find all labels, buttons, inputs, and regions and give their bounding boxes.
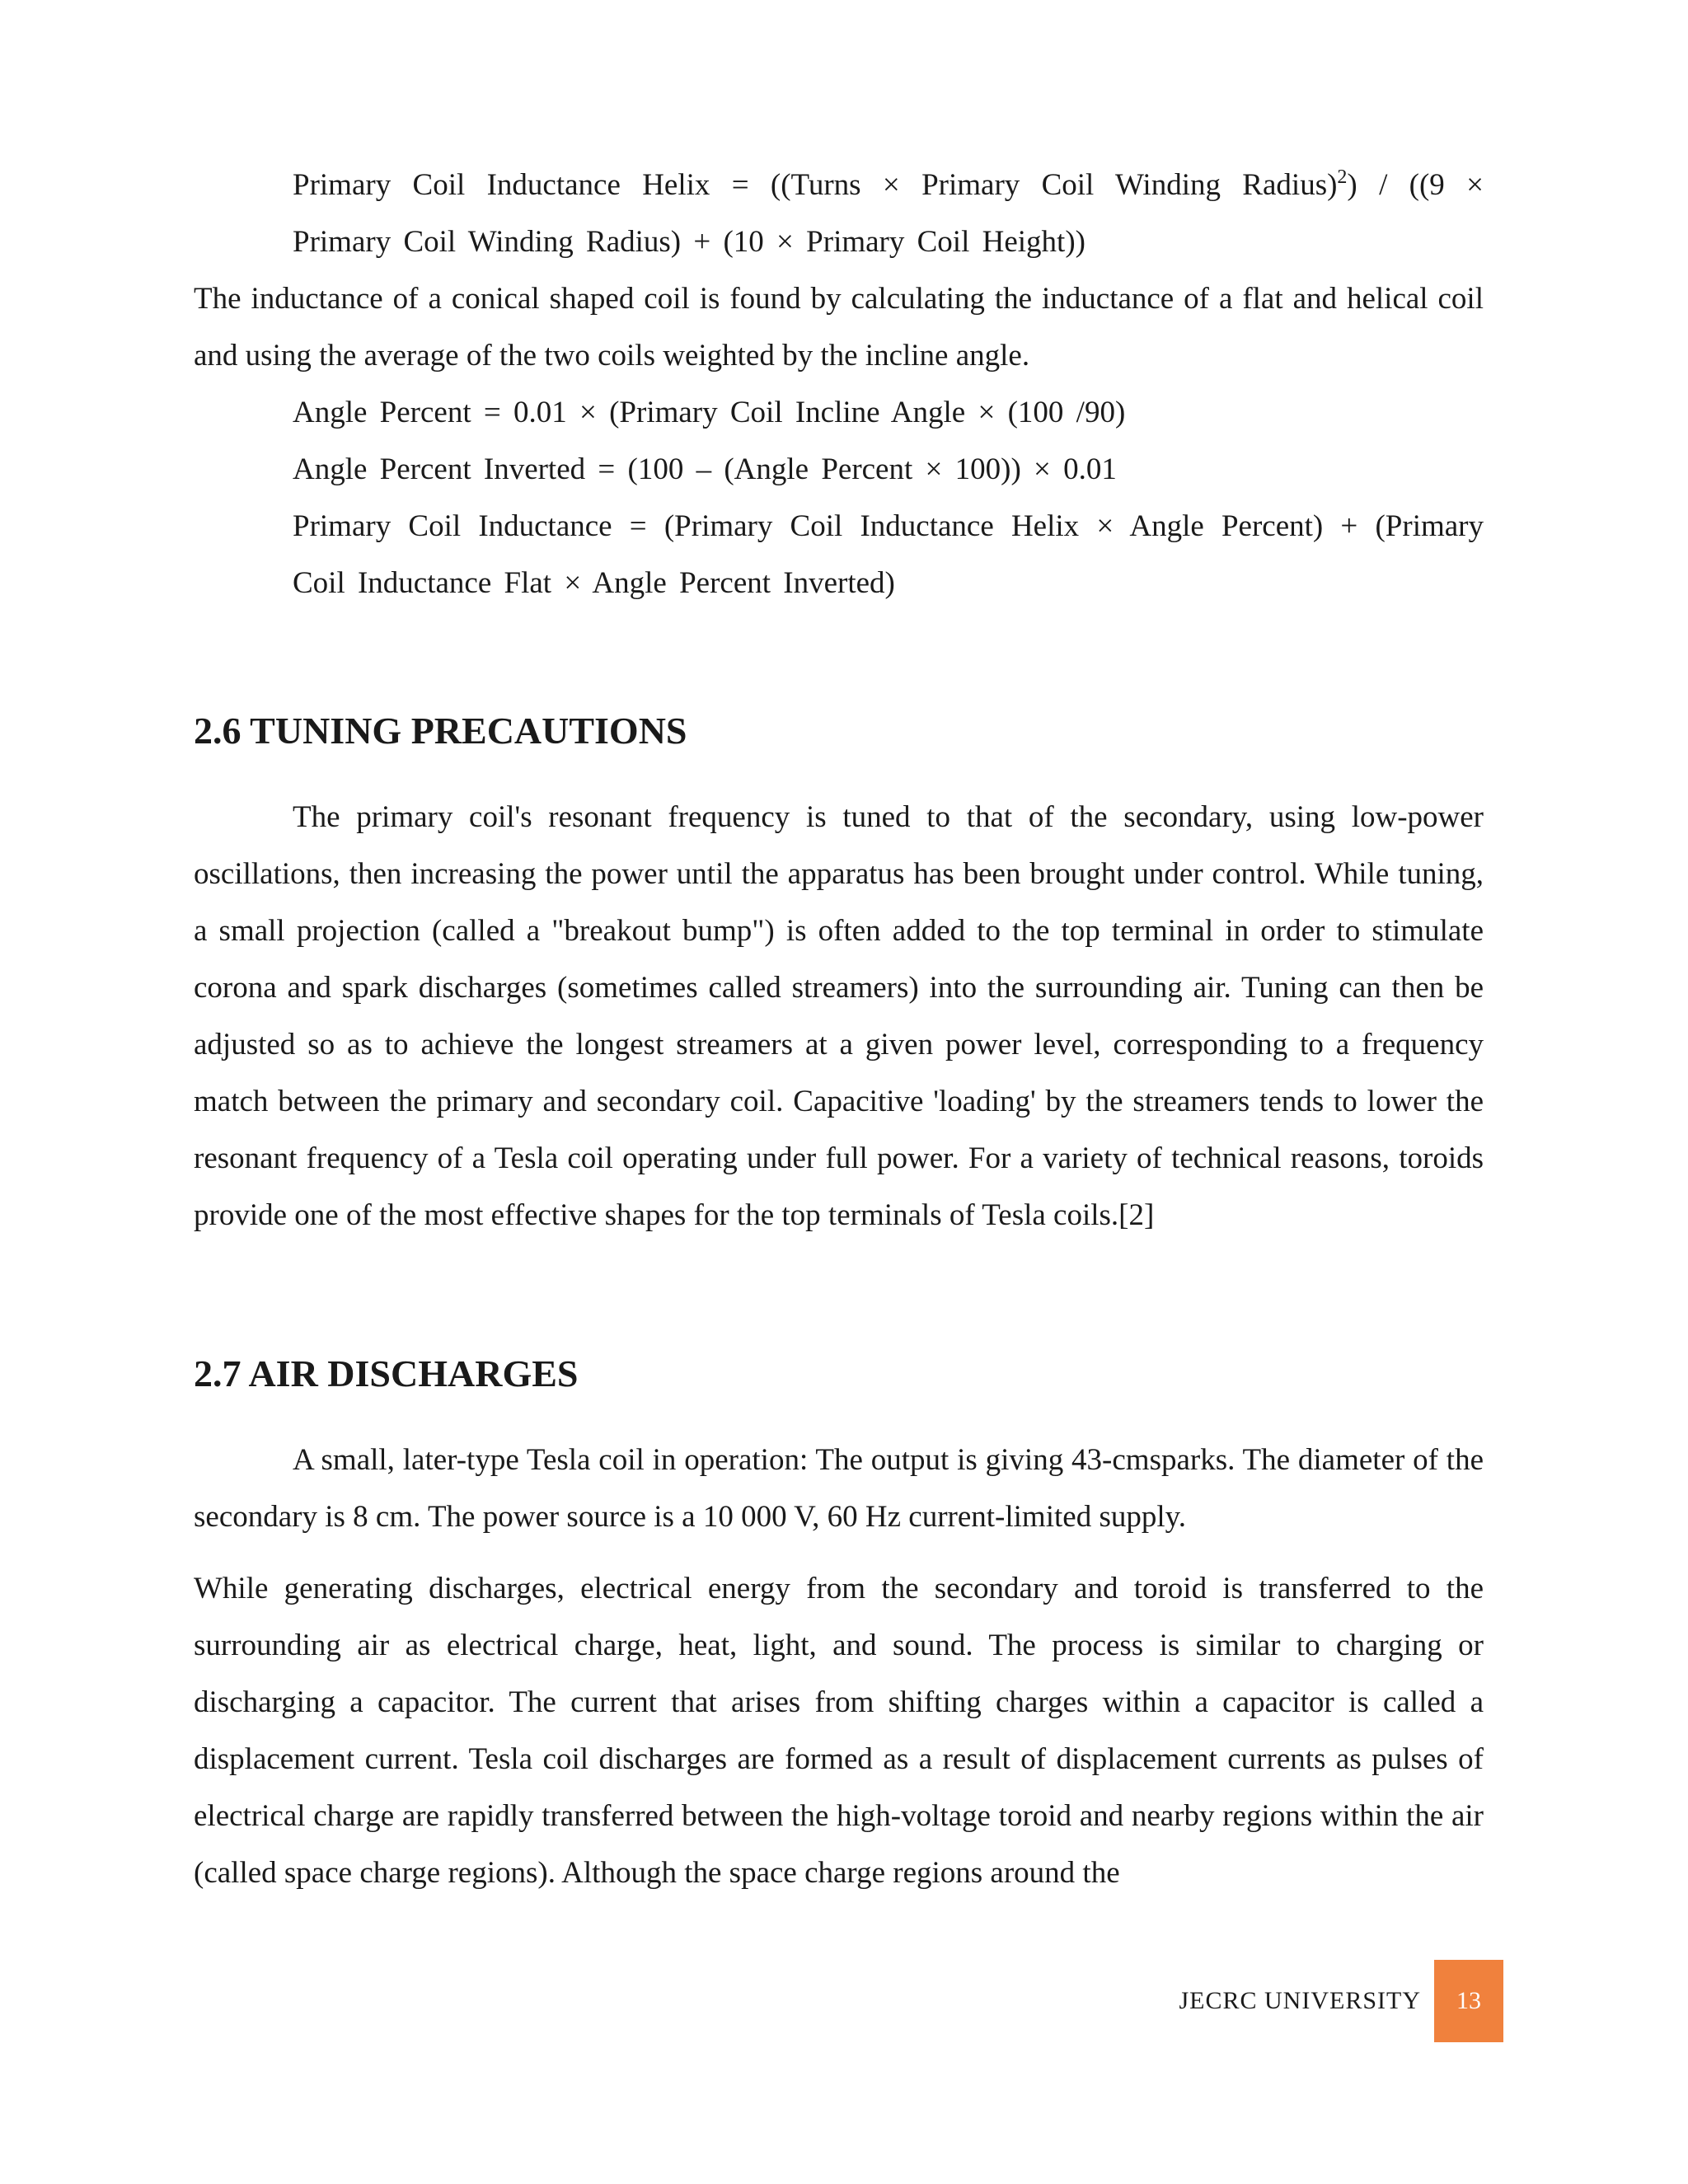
- formula-helix-line-1: [293, 157, 1484, 213]
- formula-primary-inductance-line-2: Coil Inductance Flat × Angle Percent Inverted): [293, 566, 895, 600]
- formula-helix-exponent: 2: [1337, 166, 1348, 188]
- formula-helix-text-b: ) / ((9 ×: [1347, 168, 1484, 202]
- paragraph-air-discharges-1: A small, later-type Tesla coil in operation: The output is giving 43-cmsparks. The diameter of the secondary is 8 cm. The power source is a 10 000 V, 60 Hz current-limited supply.: [194, 1443, 1484, 1534]
- section-heading-tuning-precautions: 2.6 TUNING PRECAUTIONS: [194, 710, 687, 752]
- formula-helix-text-a: Primary Coil Inductance Helix = ((Turns × Primary Coil Winding Radius): [293, 168, 1338, 202]
- footer-university-label: JECRC UNIVERSITY: [1179, 1987, 1421, 2014]
- page-footer: [1071, 1960, 1503, 2042]
- paragraph-air-discharges-2: While generating discharges, electrical energy from the secondary and toroid is transferred to the surrounding air as electrical charge, heat, light, and sound. The process is similar to charging or discharging a capacitor. The current that arises from shifting charges within a capacitor is called a displacement current. Tesla coil discharges are formed as a result of displacement currents as pulses of electrical charge are rapidly transferred between the high-voltage toroid and nearby regions within the air (called space charge regions). Although the space charge regions around the: [194, 1572, 1484, 1890]
- page-number-badge: 13: [1434, 1960, 1503, 2042]
- formula-block-helix: [194, 157, 1484, 270]
- formula-helix-line-2: Primary Coil Winding Radius) + (10 × Primary Coil Height)): [293, 225, 1085, 259]
- page-content: [194, 157, 1484, 1901]
- formula-angle-percent: Angle Percent = 0.01 × (Primary Coil Incline Angle × (100 /90): [293, 396, 1126, 429]
- formula-block-angle: [194, 384, 1484, 612]
- paragraph-conical-coil: The inductance of a conical shaped coil is found by calculating the inductance of a flat and helical coil and using the average of the two coils weighted by the incline angle.: [194, 282, 1484, 373]
- paragraph-tuning-precautions: The primary coil's resonant frequency is tuned to that of the secondary, using low-power oscillations, then increasing the power until the apparatus has been brought under control. While tuning, a small projection (called a "breakout bump") is often added to the top terminal in order to stimulate corona and spark discharges (sometimes called streamers) into the surrounding air. Tuning can then be adjusted so as to achieve the longest streamers at a given power level, corresponding to a frequency match between the primary and secondary coil. Capacitive 'loading' by the streamers tends to lower the resonant frequency of a Tesla coil operating under full power. For a variety of technical reasons, toroids provide one of the most effective shapes for the top terminals of Tesla coils.[2]: [194, 800, 1484, 1232]
- section-heading-air-discharges: 2.7 AIR DISCHARGES: [194, 1352, 579, 1394]
- formula-angle-percent-inverted: Angle Percent Inverted = (100 – (Angle Percent × 100)) × 0.01: [293, 452, 1117, 486]
- formula-primary-inductance-line-1: Primary Coil Inductance = (Primary Coil Inductance Helix × Angle Percent) + (Primary: [293, 509, 1484, 543]
